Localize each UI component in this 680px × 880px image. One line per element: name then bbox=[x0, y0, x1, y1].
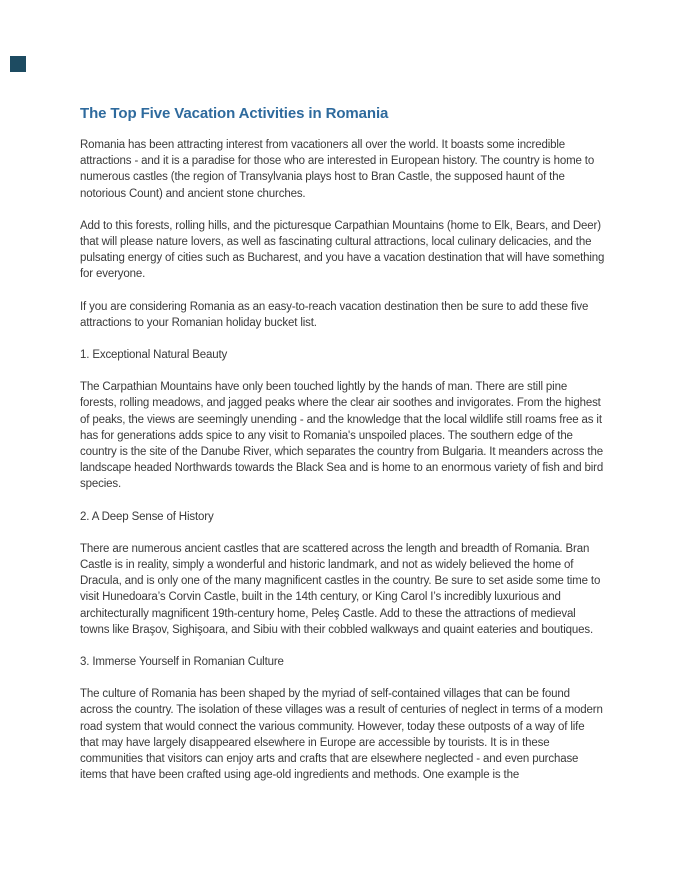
document-body bbox=[80, 104, 605, 784]
intro-paragraph-2: Add to this forests, rolling hills, and the picturesque Carpathian Mountains (home to Elk, Bears, and Deer) that will please nature lovers, as well as fascinating cultural attractions, local culinary delicacies, and the pulsating energy of cities such as Bucharest, and you have a vacation destination that will have something for everyone. bbox=[80, 219, 605, 281]
section-2-heading: 2. A Deep Sense of History bbox=[80, 510, 214, 523]
section-3-heading: 3. Immerse Yourself in Romanian Culture bbox=[80, 656, 284, 669]
section-2-paragraph: There are numerous ancient castles that are scattered across the length and breadth of Romania. Bran Castle is in reality, simply a wonderful and historic landmark, and not as widely believed the home of Dracula, and is only one of the many magnificent castles in the country. Be sure to set aside some time to visit Hunedoara’s Corvin Castle, built in the 14th century, or King Carol I’s incredibly luxurious and architecturally magnificent 19th-century home, Peleş Castle. Add to these the attractions of medieval towns like Braşov, Sighişoara, and Sibiu with their cobbled walkways and quaint eateries and boutiques. bbox=[80, 542, 601, 636]
page-title: The Top Five Vacation Activities in Romania bbox=[80, 105, 389, 122]
corner-square-marker bbox=[10, 56, 26, 72]
section-3-paragraph: The culture of Romania has been shaped by the myriad of self-contained villages that can be found across the country. The isolation of these villages was a result of centuries of neglect in terms of a modern road system that would connect the various community. However, today these outposts of a way of life that may have largely disappeared elsewhere in Europe are accessible by tourists. It is in these communities that visitors can enjoy arts and crafts that are elsewhere neglected - and even purchase items that have been crafted using age-old ingredients and methods. One example is the bbox=[80, 688, 603, 782]
intro-paragraph-1: Romania has been attracting interest from vacationers all over the world. It boasts some incredible attractions - and it is a paradise for those who are interested in European history. The country is home to numerous castles (the region of Transylvania plays host to Bran Castle, the supposed haunt of the notorious Count) and ancient stone churches. bbox=[80, 139, 595, 200]
section-1-heading: 1. Exceptional Natural Beauty bbox=[80, 349, 228, 362]
intro-paragraph-3: If you are considering Romania as an easy-to-reach vacation destination then be sure to add these five attractions to your Romanian holiday bucket list. bbox=[80, 300, 589, 329]
section-1-paragraph: The Carpathian Mountains have only been touched lightly by the hands of man. There are still pine forests, rolling meadows, and jagged peaks where the clear air soothes and invigorates. From the highest of peaks, the views are seemingly unending - and the knowledge that the local wildlife still roams free as it has for generations adds spice to any visit to Romania's unspoiled places. The southern edge of the country is the site of the Danube River, which separates the country from Bulgaria. It meanders across the landscape headed Northwards towards the Black Sea and is home to an enormous variety of fish and bird species. bbox=[80, 381, 604, 491]
